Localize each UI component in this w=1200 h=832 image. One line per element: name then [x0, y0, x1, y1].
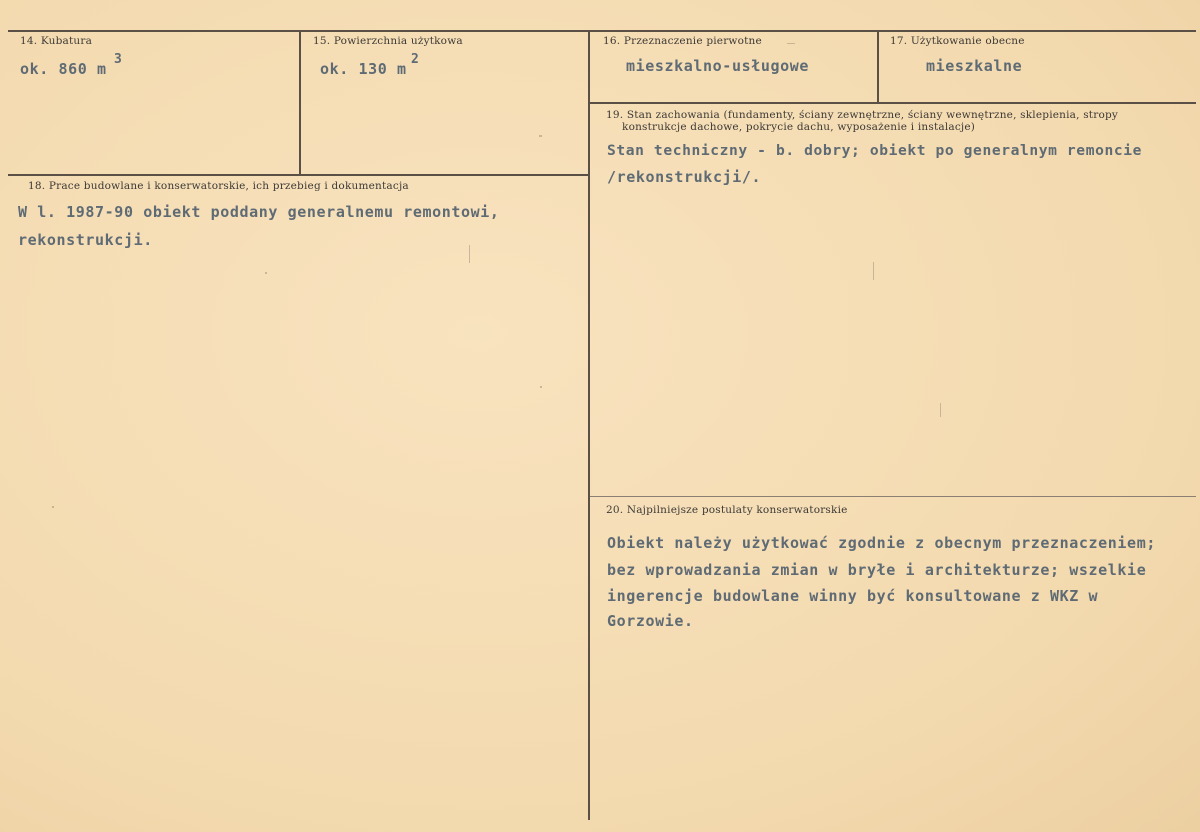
paper-fleck: [873, 262, 874, 280]
powierzchnia-unit-exponent: 2: [411, 52, 419, 67]
postulaty-line-4: Gorzowie.: [607, 612, 694, 630]
stan-label-line-2: konstrukcje dachowe, pokrycie dachu, wyposażenie i instalacje): [622, 121, 976, 133]
divider-14-15: [299, 30, 301, 174]
prace-line-2: rekonstrukcji.: [18, 231, 153, 249]
postulaty-label: 20. Najpilniejsze postulaty konserwatorskie: [606, 504, 848, 516]
powierzchnia-value: ok. 130 m: [320, 60, 407, 78]
przeznaczenie-label: 16. Przeznaczenie pierwotne: [603, 35, 762, 47]
prace-line-1: W l. 1987-90 obiekt poddany generalnemu remontowi,: [18, 203, 500, 221]
rule-under-16-17: [588, 102, 1196, 104]
prace-label: 18. Prace budowlane i konserwatorskie, ich przebieg i dokumentacja: [28, 180, 409, 192]
uzytkowanie-value: mieszkalne: [926, 57, 1023, 75]
stan-line-2: /rekonstrukcji/.: [607, 168, 762, 186]
paper-fleck: [540, 386, 542, 388]
rule-under-14-15: [8, 174, 590, 176]
divider-16-17: [877, 30, 879, 102]
paper-fleck: [787, 43, 795, 44]
paper-fleck: [52, 506, 54, 508]
kubatura-unit-exponent: 3: [114, 52, 122, 67]
postulaty-line-1: Obiekt należy użytkować zgodnie z obecnym przeznaczeniem;: [607, 534, 1156, 552]
paper-fleck: [940, 403, 941, 417]
przeznaczenie-value: mieszkalno-usługowe: [626, 57, 809, 75]
stan-line-1: Stan techniczny - b. dobry; obiekt po generalnym remoncie: [607, 142, 1143, 159]
powierzchnia-label: 15. Powierzchnia użytkowa: [313, 35, 463, 47]
paper-fleck: [469, 245, 470, 263]
postulaty-line-3: ingerencje budowlane winny być konsultowane z WKZ w: [607, 587, 1099, 605]
postulaty-line-2: bez wprowadzania zmian w bryłe i architekturze; wszelkie: [607, 561, 1147, 579]
paper-fleck: [539, 135, 542, 137]
rule-above-20: [590, 496, 1196, 497]
stan-label-line-1: 19. Stan zachowania (fundamenty, ściany zewnętrzne, ściany wewnętrzne, sklepienia, stropy: [606, 109, 1119, 121]
kubatura-value: ok. 860 m: [20, 60, 107, 78]
top-rule: [8, 30, 1196, 32]
divider-15-16: [588, 30, 590, 820]
paper-fleck: [265, 272, 267, 274]
kubatura-label: 14. Kubatura: [20, 35, 93, 47]
uzytkowanie-label: 17. Użytkowanie obecne: [890, 35, 1025, 47]
